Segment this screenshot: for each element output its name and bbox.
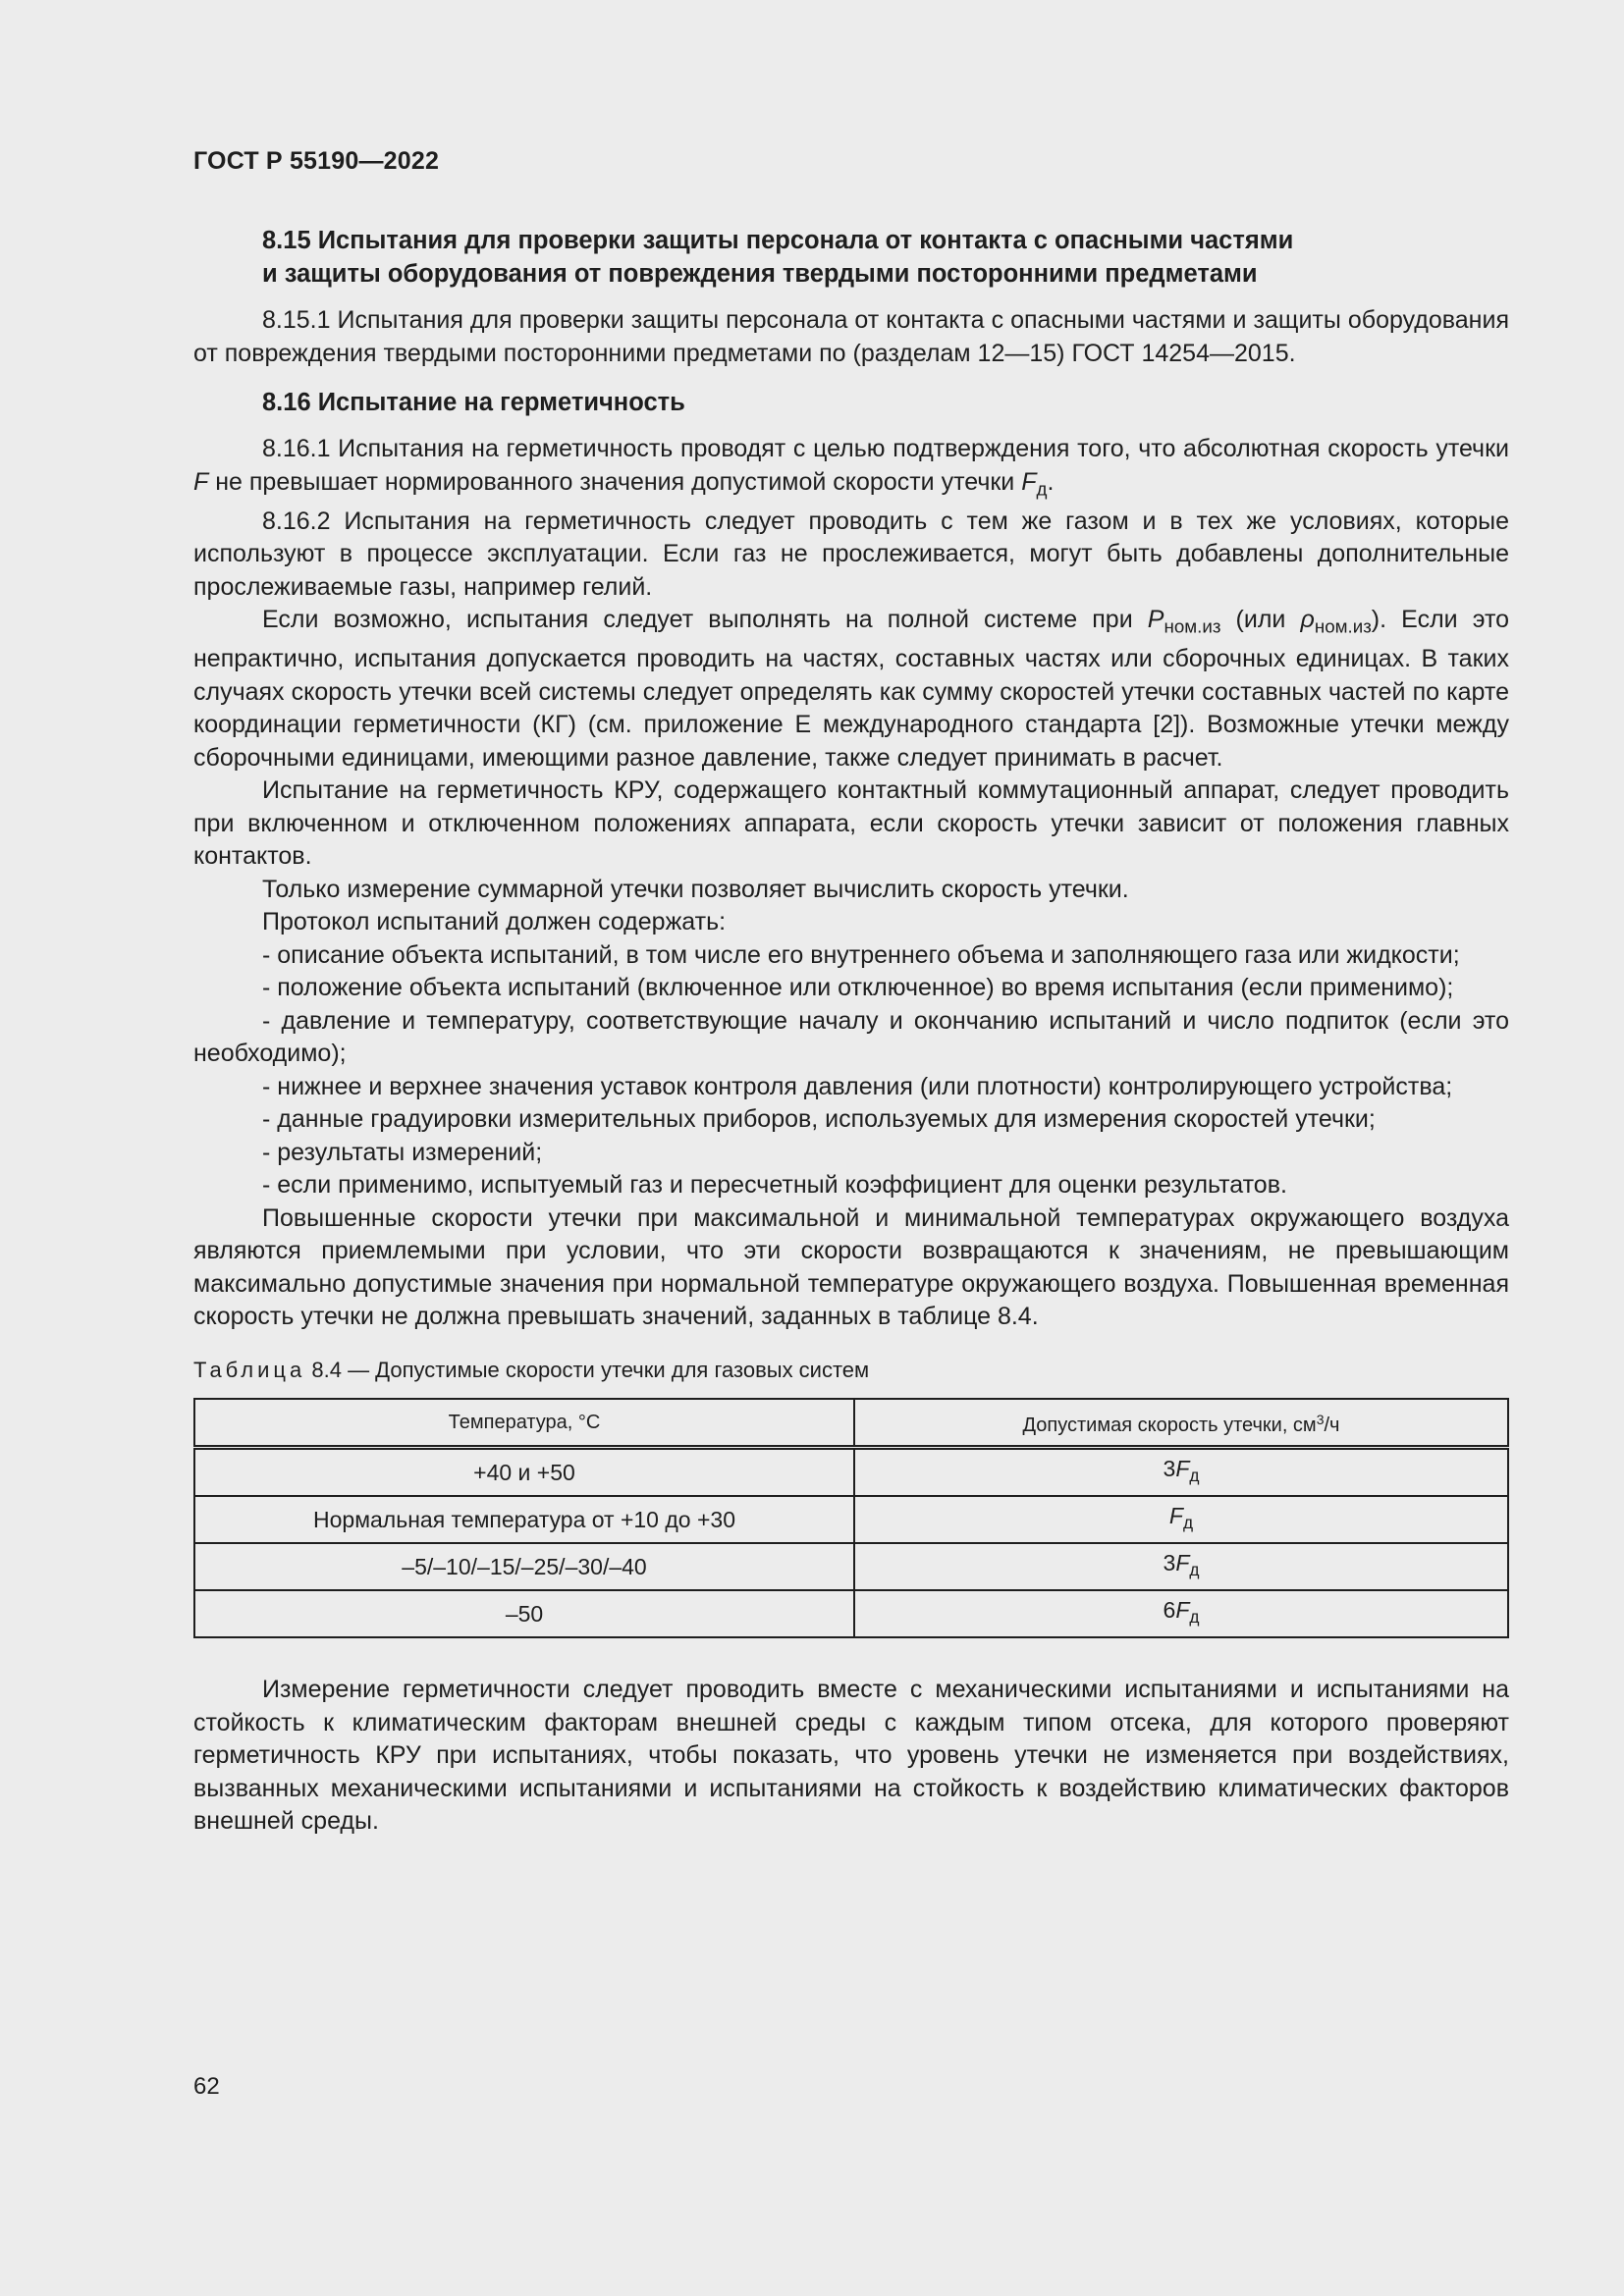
caption-text: 8.4 — Допустимые скорости утечки для газовых систем	[305, 1357, 870, 1382]
symbol-f: F	[1168, 1502, 1183, 1528]
cell-temperature: Нормальная температура от +10 до +30	[194, 1496, 854, 1543]
subscript: д	[1189, 1607, 1200, 1628]
cell-leak-rate	[854, 1448, 1508, 1497]
page-number: 62	[193, 2073, 220, 2100]
table-row	[194, 1448, 1508, 1497]
subscript: д	[1036, 478, 1048, 500]
paragraph-8-16-1	[193, 433, 1509, 506]
symbol-p: P	[1147, 606, 1164, 634]
superscript: 3	[1316, 1411, 1325, 1427]
section-8-16-title: 8.16 Испытание на герметичность	[262, 389, 685, 416]
symbol-f: F	[1175, 1455, 1190, 1481]
subscript: ном.из	[1164, 615, 1221, 637]
paragraph-8-16-2: 8.16.2 Испытания на герметичность следует проводить с тем же газом и в тех же условиях, которые используют в процессе эксплуатации. Если газ не прослеживается, могут быть добавлены дополнительные прослеживаемые газы, например гелий.	[193, 507, 1509, 601]
list-item: - положение объекта испытаний (включенное или отключенное) во время испытания (если применимо);	[262, 974, 1454, 1002]
cell-temperature: +40 и +50	[194, 1448, 854, 1497]
cell-temperature: –50	[194, 1590, 854, 1637]
cell-temperature: –5/–10/–15/–25/–30/–40	[194, 1543, 854, 1590]
text-run: Допустимая скорость утечки, см	[1022, 1414, 1317, 1436]
symbol-f: F	[1175, 1549, 1190, 1575]
symbol-rho: ρ	[1300, 606, 1315, 634]
table-row	[194, 1496, 1508, 1543]
cell-leak-rate	[854, 1496, 1508, 1543]
text-run: ). Если это непрактично, испытания допускается проводить на частях, составных частях или сборочных единицах. В таких случаях скорость утечки всей системы следует определять как сумму скоростей утечки составных частей по карте координации герметичности (КГ) (см. приложение Е международного стандарта [2]). Возможные утечки между сборочными единицами, имеющими разное давление, также следует принимать в расчет.	[193, 606, 1510, 772]
column-header-leak-rate	[854, 1399, 1508, 1448]
paragraph-8-15-1: 8.15.1 Испытания для проверки защиты персонала от контакта с опасными частями и защиты оборудования от повреждения твердыми посторонними предметами по (разделам 12—15) ГОСТ 14254—2015.	[193, 306, 1509, 367]
subscript: д	[1182, 1513, 1194, 1533]
text-run: Если возможно, испытания следует выполнять на полной системе при	[262, 606, 1148, 634]
subscript: д	[1189, 1560, 1200, 1580]
caption-label: Таблица	[193, 1357, 306, 1382]
table-caption	[193, 1354, 1509, 1387]
symbol-f: F	[193, 467, 209, 496]
symbol-f: F	[1175, 1596, 1190, 1623]
coefficient: 6	[1163, 1596, 1176, 1623]
paragraph-protocol: Протокол испытаний должен содержать:	[262, 908, 727, 936]
document-header: ГОСТ Р 55190—2022	[193, 147, 440, 175]
leak-rate-table	[193, 1398, 1509, 1638]
cell-leak-rate	[854, 1590, 1508, 1637]
table-header-row	[194, 1399, 1508, 1448]
paragraph-combined-tests: Измерение герметичности следует проводить вместе с механическими испытаниями и испытаниями на стойкость к климатическим факторам внешней среды с каждым типом отсека, для которого проверяют герметичность КРУ при испытаниях, чтобы показать, что уровень утечки не изменяется при воздействиях, вызванных механическими испытаниями и испытаниями на стойкость к воздействию климатических факторов внешней среды.	[193, 1676, 1509, 1836]
cell-leak-rate	[854, 1543, 1508, 1590]
list-item: - результаты измерений;	[262, 1138, 543, 1166]
column-header-temperature: Температура, °С	[194, 1399, 854, 1448]
subscript: д	[1189, 1466, 1200, 1486]
list-item: - если применимо, испытуемый газ и пересчетный коэффициент для оценки результатов.	[262, 1171, 1287, 1200]
coefficient: 3	[1163, 1549, 1176, 1575]
text-run: не превышает нормированного значения допустимой скорости утечки	[208, 467, 1022, 496]
list-item: - данные градуировки измерительных приборов, используемых для измерения скоростей утечки;	[262, 1105, 1376, 1134]
document-body	[193, 224, 1509, 1839]
text-run: /ч	[1324, 1414, 1340, 1436]
paragraph-switchgear-test: Испытание на герметичность КРУ, содержащего контактный коммутационный аппарат, следует проводить при включенном и отключенном положениях аппарата, если скорость утечки зависит от положения главных контактов.	[193, 776, 1509, 871]
section-title-line: 8.15 Испытания для проверки защиты персонала от контакта с опасными частями	[262, 227, 1294, 254]
list-item: - давление и температуру, соответствующие началу и окончанию испытаний и число подпиток (если это необходимо);	[193, 1006, 1509, 1068]
coefficient: 3	[1163, 1455, 1176, 1481]
text-run: .	[1047, 467, 1055, 496]
symbol-fd: F	[1021, 467, 1037, 496]
subscript: ном.из	[1314, 615, 1372, 637]
table-row	[194, 1543, 1508, 1590]
table-row	[194, 1590, 1508, 1637]
list-item: - нижнее и верхнее значения уставок контроля давления (или плотности) контролирующего устройства;	[262, 1072, 1453, 1100]
paragraph-full-system	[193, 604, 1509, 774]
section-8-15-title	[193, 224, 1509, 291]
list-item: - описание объекта испытаний, в том числе его внутреннего объема и заполняющего газа или жидкости;	[262, 940, 1460, 969]
text-run: 8.16.1 Испытания на герметичность проводят с целью подтверждения того, что абсолютная скорость утечки	[262, 435, 1509, 462]
paragraph-total-leak: Только измерение суммарной утечки позволяет вычислить скорость утечки.	[262, 875, 1129, 903]
section-title-line: и защиты оборудования от повреждения твердыми посторонними предметами	[262, 260, 1258, 288]
paragraph-increased-leak: Повышенные скорости утечки при максимальной и минимальной температурах окружающего воздуха являются приемлемыми при условии, что эти скорости возвращаются к значениям, не превышающим максимально допустимые значения при нормальной температуре окружающего воздуха. Повышенная временная скорость утечки не должна превышать значений, заданных в таблице 8.4.	[193, 1203, 1509, 1331]
text-run: (или	[1220, 606, 1301, 634]
